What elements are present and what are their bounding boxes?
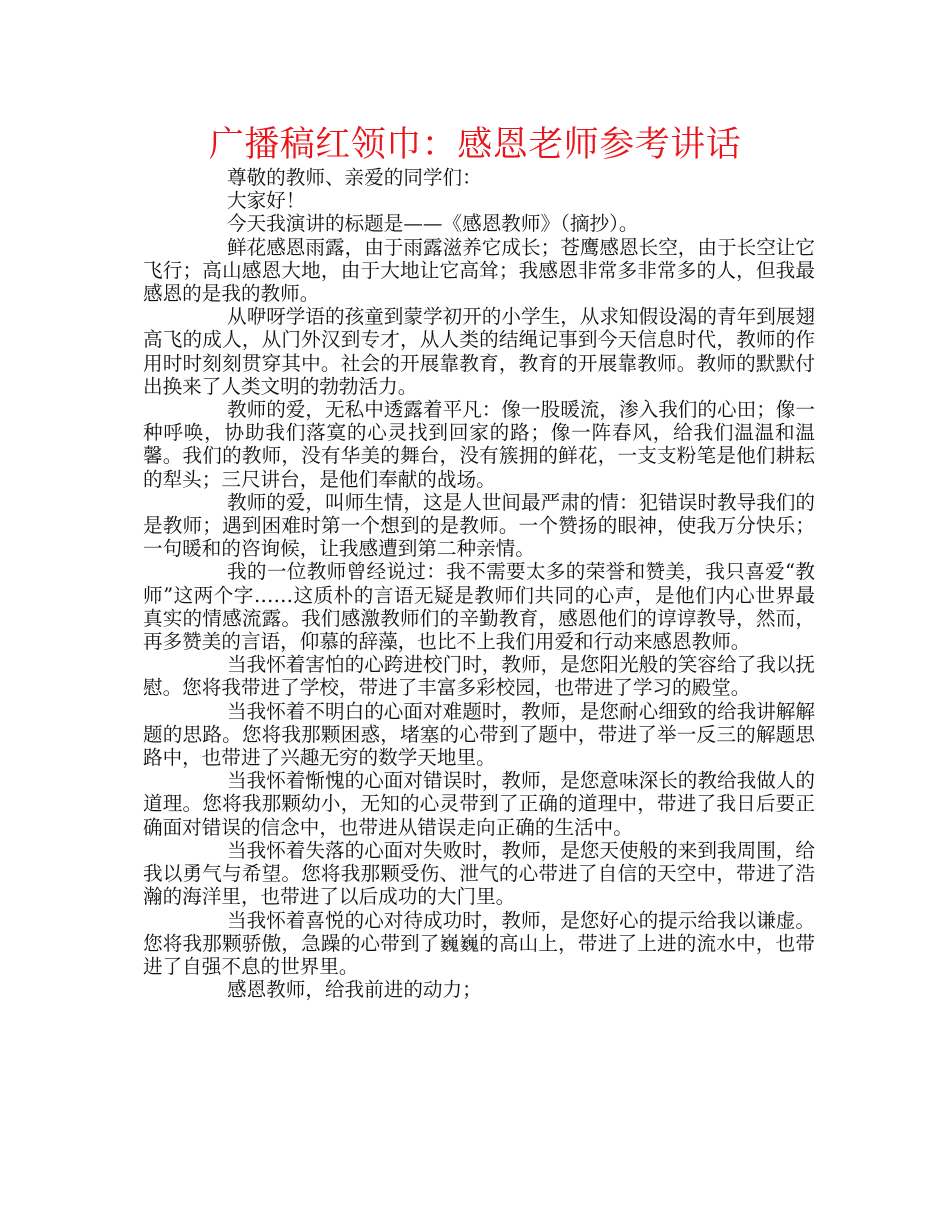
document-title: 广播稿红领巾：感恩老师参考讲话 <box>208 125 742 165</box>
document-body <box>143 166 815 1001</box>
paragraph: 教师的爱，无私中透露着平凡：像一股暖流，渗入我们的心田；像一种呼唤，协助我们落寞的心灵找到回家的路；像一阵春风，给我们温温和温馨。我们的教师，没有华美的舞台，没有簇拥的鲜花，一支支粉笔是他们耕耘的犁头；三尺讲台，是他们奉献的战场。 <box>143 398 815 491</box>
paragraph: 我的一位教师曾经说过：我不需要太多的荣誉和赞美，我只喜爱“教师”这两个字……这质朴的言语无疑是教师们共同的心声，是他们内心世界最真实的情感流露。我们感激教师们的辛勤教育，感恩他们的谆谆教导，然而，再多赞美的言语，仰慕的辞藻，也比不上我们用爱和行动来感恩教师。 <box>143 560 815 654</box>
paragraph: 从咿呀学语的孩童到蒙学初开的小学生，从求知假设渴的青年到展翅高飞的成人，从门外汉到专才，从人类的结绳记事到今天信息时代，教师的作用时时刻刻贯穿其中。社会的开展靠教育，教育的开展靠教师。教师的默默付出换来了人类文明的勃勃活力。 <box>143 305 815 398</box>
paragraph: 当我怀着失落的心面对失败时，教师，是您天使般的来到我周围，给我以勇气与希望。您将我那颗受伤、泄气的心带进了自信的天空中，带进了浩瀚的海洋里，也带进了以后成功的大门里。 <box>143 838 815 909</box>
paragraph: 当我怀着害怕的心跨进校门时，教师，是您阳光般的笑容给了我以抚慰。您将我带进了学校，带进了丰富多彩校园，也带进了学习的殿堂。 <box>143 653 815 700</box>
paragraph: 感恩教师，给我前进的动力； <box>227 978 482 1002</box>
paragraph: 大家好！ <box>227 189 306 213</box>
paragraph: 教师的爱，叫师生情，这是人世间最严肃的情：犯错误时教导我们的是教师；遇到困难时第一个想到的是教师。一个赞扬的眼神，使我万分快乐；一句暖和的咨询候，让我感遭到第二种亲情。 <box>143 490 815 561</box>
paragraph: 鲜花感恩雨露，由于雨露滋养它成长；苍鹰感恩长空，由于长空让它飞行；高山感恩大地，由于大地让它高耸；我感恩非常多非常多的人，但我最感恩的是我的教师。 <box>143 235 815 306</box>
paragraph: 尊敬的教师、亲爱的同学们： <box>227 166 482 189</box>
paragraph: 当我怀着惭愧的心面对错误时，教师，是您意味深长的教给我做人的道理。您将我那颗幼小，无知的心灵带到了正确的道理中，带进了我日后要正确面对错误的信念中，也带进从错误走向正确的生活中。 <box>143 769 815 839</box>
paragraph: 当我怀着喜悦的心对待成功时，教师，是您好心的提示给我以谦虚。您将我那颗骄傲，急躁的心带到了巍巍的高山上，带进了上进的流水中，也带进了自强不息的世界里。 <box>143 908 815 978</box>
paragraph: 今天我演讲的标题是——《感恩教师》（摘抄）。 <box>227 212 639 236</box>
paragraph: 当我怀着不明白的心面对难题时，教师，是您耐心细致的给我讲解解题的思路。您将我那颗困惑，堵塞的心带到了题中，带进了举一反三的解题思路中，也带进了兴趣无穷的数学天地里。 <box>143 699 815 770</box>
